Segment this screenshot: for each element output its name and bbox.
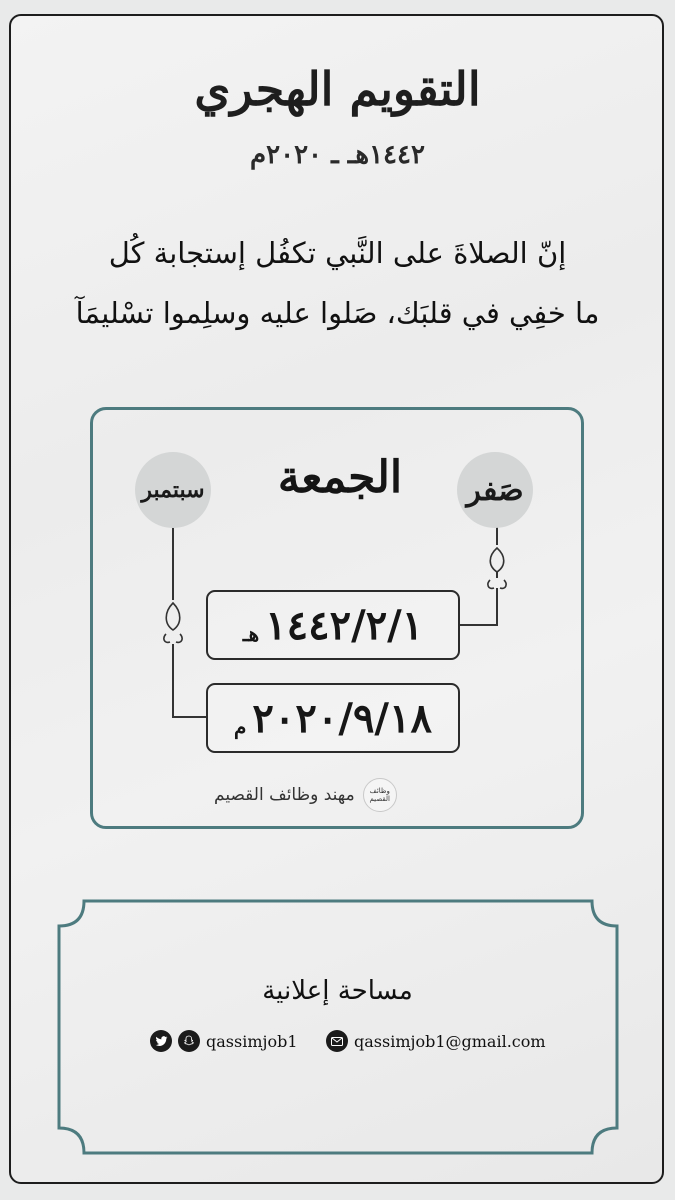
social-contact[interactable] xyxy=(150,1030,298,1052)
email-address[interactable]: qassimjob1@gmail.com xyxy=(354,1031,546,1051)
envelope-icon[interactable] xyxy=(326,1030,348,1052)
year-range: ١٤٤٢هـ ـ ٢٠٢٠م xyxy=(250,140,425,170)
weekday-label: الجمعة xyxy=(277,452,403,503)
social-handle: qassimjob1 xyxy=(206,1031,298,1051)
verse-line-1: إنّ الصلاةَ على النَّبي تكفُل إستجابة كُل xyxy=(108,236,567,270)
hijri-date-value: ١٤٤٢/٢/١ xyxy=(265,601,424,649)
ad-space-title: مساحة إعلانية xyxy=(262,976,413,1006)
gregorian-month-badge xyxy=(135,452,211,528)
gregorian-date-value: ٢٠٢٠/٩/١٨ xyxy=(252,694,432,742)
email-contact[interactable] xyxy=(326,1030,546,1052)
brand-signature xyxy=(214,778,397,812)
hijri-date-box xyxy=(206,590,460,660)
snapchat-icon[interactable] xyxy=(178,1030,200,1052)
page-title: التقويم الهجري xyxy=(194,62,481,116)
hijri-suffix: هـ xyxy=(242,622,260,646)
hijri-month-badge xyxy=(457,452,533,528)
verse-line-2: ما خفِي في قلبَك، صَلوا عليه وسلِموا تسْليمَآ xyxy=(75,296,600,330)
brand-logo xyxy=(363,778,397,812)
gregorian-month-label: سبتمبر xyxy=(141,477,205,503)
brand-logo-text: وظائف القصيم xyxy=(369,787,390,803)
gregorian-date-box xyxy=(206,683,460,753)
twitter-icon[interactable] xyxy=(150,1030,172,1052)
hijri-month-label: صَفر xyxy=(466,472,524,508)
ad-frame xyxy=(56,898,620,1156)
brand-name: مهند وظائف القصيم xyxy=(214,785,355,805)
gregorian-suffix: م xyxy=(234,715,247,739)
